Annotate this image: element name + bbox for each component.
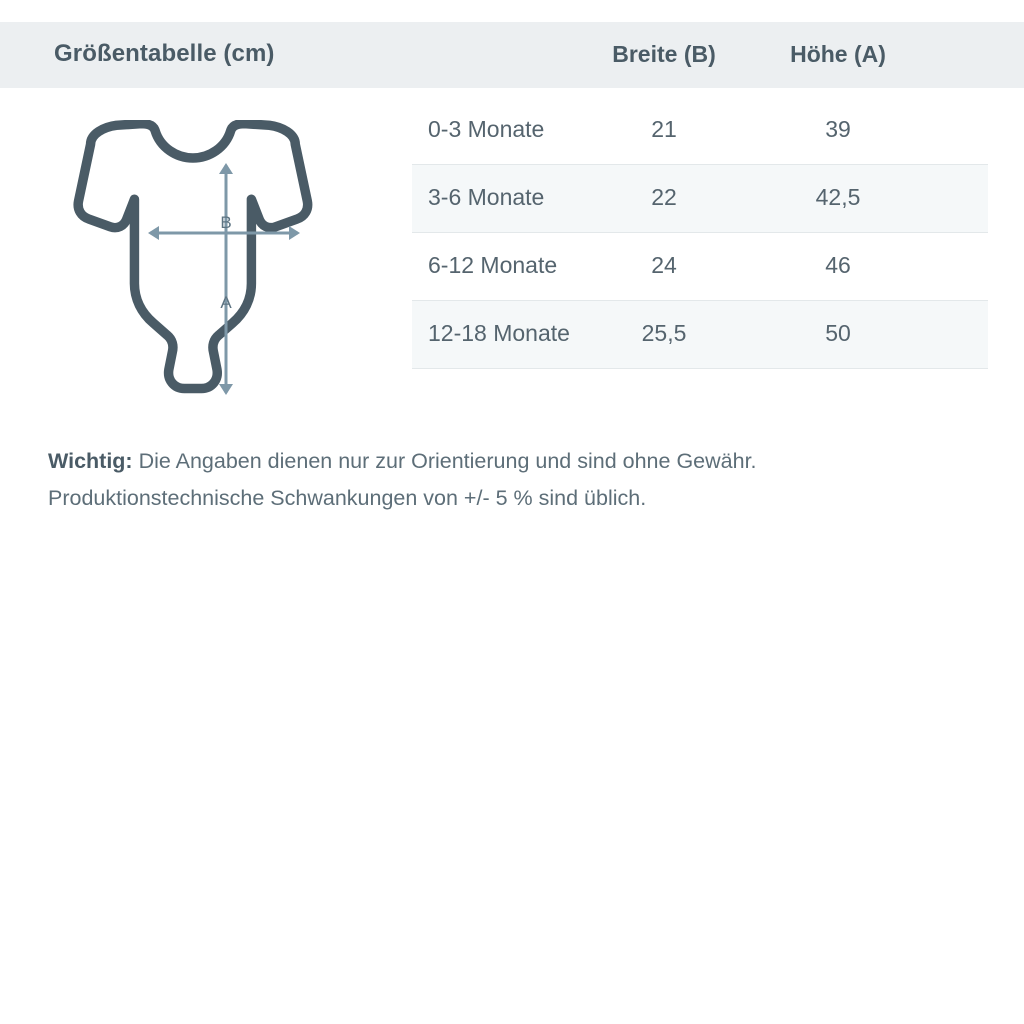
table-row [412,301,988,369]
table-row [412,165,988,233]
cell-width: 25,5 [641,320,687,346]
page-title: Größentabelle (cm) [54,40,275,67]
height-arrow-label: A [220,293,232,312]
width-arrow-label: B [220,213,232,232]
cell-width: 24 [651,252,677,278]
cell-height: 50 [825,320,851,346]
cell-width: 21 [651,116,677,142]
cell-size: 3-6 Monate [428,184,545,210]
cell-height: 46 [825,252,851,278]
cell-height: 42,5 [815,184,861,210]
cell-width: 22 [651,184,677,210]
cell-size: 0-3 Monate [428,116,545,142]
table-row [412,233,988,301]
disclaimer [48,443,978,517]
bodysuit-outline-path [78,124,308,389]
column-header-width: Breite (B) [612,41,716,67]
cell-height: 39 [825,116,851,142]
bodysuit-diagram [70,120,380,420]
height-arrow [219,163,233,395]
disclaimer-line-1: Die Angaben dienen nur zur Orientierung und sind ohne Gewähr. [132,449,757,473]
disclaimer-line-2: Produktionstechnische Schwankungen von +/- 5 % sind üblich. [48,486,647,510]
cell-size: 12-18 Monate [428,320,570,346]
column-header-height: Höhe (A) [790,41,886,67]
cell-size: 6-12 Monate [428,252,558,278]
size-table [412,97,988,369]
table-row [412,97,988,165]
disclaimer-label: Wichtig: [48,449,133,473]
